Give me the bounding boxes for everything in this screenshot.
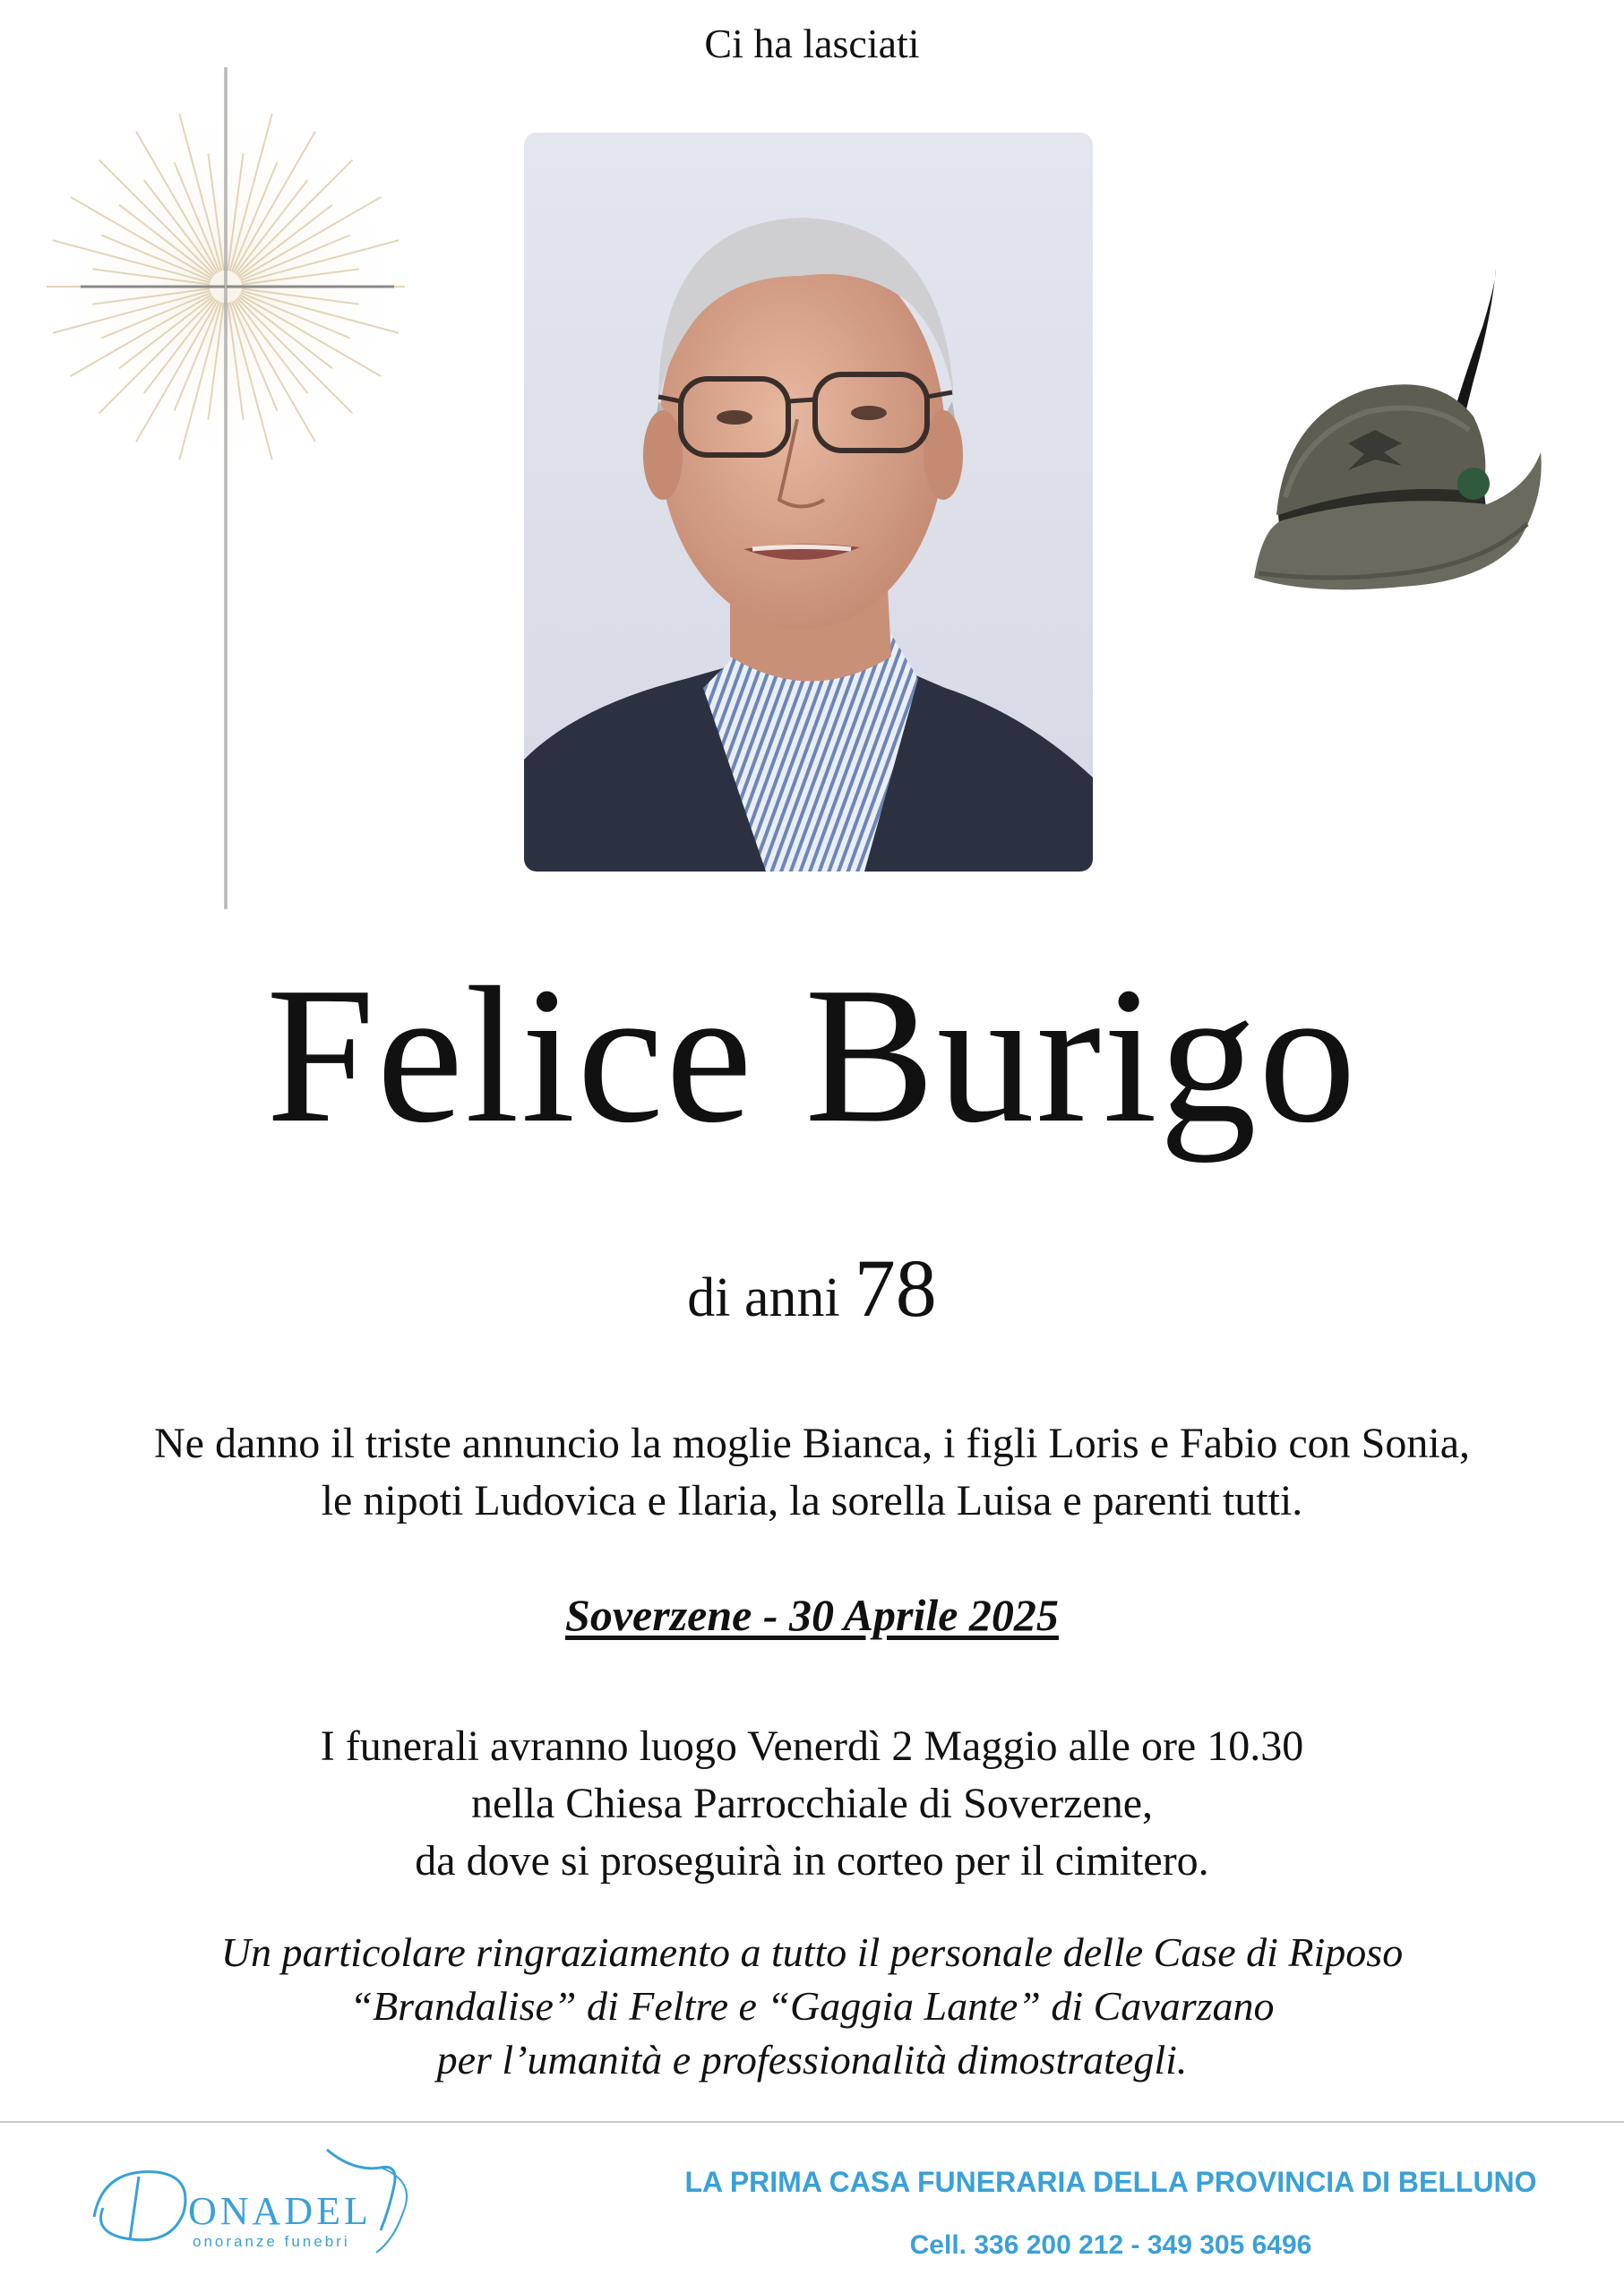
svg-text:ONADEL: ONADEL bbox=[188, 2189, 372, 2233]
footer-slogan: LA PRIMA CASA FUNERARIA DELLA PROVINCIA DI BELLUNO bbox=[684, 2166, 1537, 2198]
funeral-line: I funerali avranno luogo Venerdì 2 Maggio alle ore 10.30 bbox=[320, 1722, 1304, 1770]
age-line bbox=[0, 1241, 1624, 1335]
place-date-text: Soverzene - 30 Aprile 2025 bbox=[565, 1590, 1059, 1640]
deceased-name: Felice Burigo bbox=[266, 948, 1358, 1164]
place-date bbox=[0, 1588, 1624, 1642]
funeral-line: da dove si proseguirà in corteo per il cimitero. bbox=[415, 1837, 1209, 1885]
age-prefix: di anni bbox=[687, 1267, 840, 1328]
thanks-line: Un particolare ringraziamento a tutto il personale delle Case di Riposo bbox=[220, 1929, 1404, 1975]
thanks-line: per l’umanità e professionalità dimostrategli. bbox=[436, 2037, 1188, 2083]
alpine-hat-icon bbox=[1250, 264, 1545, 605]
announcement-line: le nipoti Ludovica e Ilaria, la sorella Luisa e parenti tutti. bbox=[321, 1477, 1303, 1524]
footer-phone: Cell. 336 200 212 - 349 305 6496 bbox=[909, 2230, 1312, 2260]
funeral-line: nella Chiesa Parrocchiale di Soverzene, bbox=[470, 1780, 1153, 1827]
donadel-logo bbox=[85, 2132, 470, 2266]
age-value: 78 bbox=[854, 1242, 937, 1334]
radiant-cross-icon bbox=[18, 63, 430, 914]
announcement-text bbox=[0, 1415, 1624, 1530]
portrait-photo bbox=[524, 133, 1093, 872]
announcement-line: Ne danno il triste annuncio la moglie Bianca, i figli Loris e Fabio con Sonia, bbox=[153, 1420, 1470, 1467]
logo-subtext: onoranze funebri bbox=[193, 2233, 350, 2250]
thanks-text bbox=[0, 1926, 1624, 2087]
footer-divider bbox=[0, 2121, 1624, 2123]
thanks-line: “Brandalise” di Feltre e “Gaggia Lante” di Cavarzano bbox=[349, 1983, 1275, 2029]
header-text: Ci ha lasciati bbox=[704, 21, 920, 66]
funeral-info bbox=[0, 1718, 1624, 1890]
